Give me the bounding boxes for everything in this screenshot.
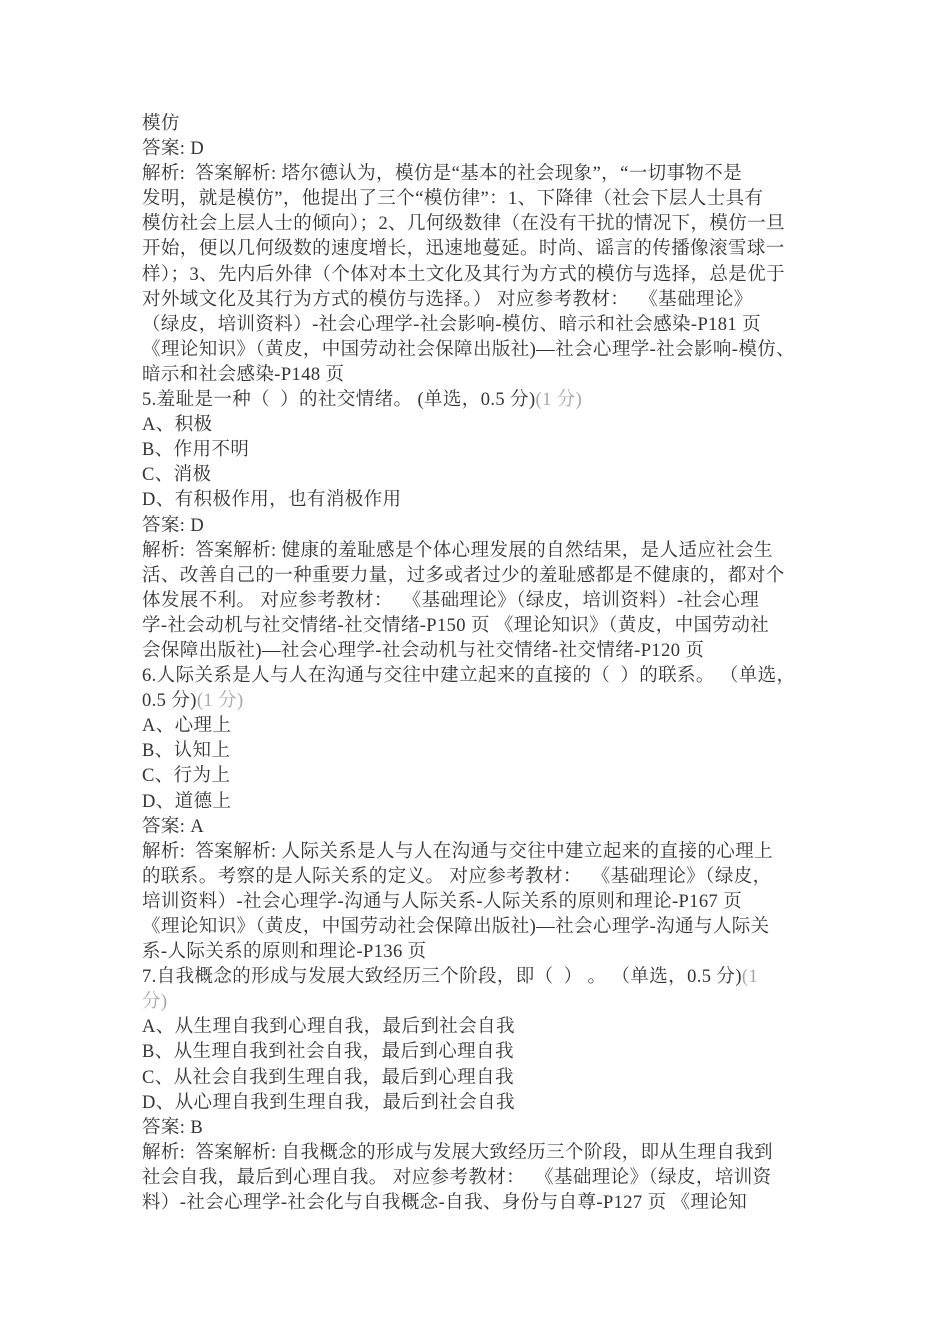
text-line [142, 790, 842, 815]
text-line [142, 1015, 842, 1040]
text-line [142, 212, 842, 237]
text-line [142, 488, 842, 513]
score-note: (1 [741, 967, 759, 988]
text-line [142, 1116, 842, 1141]
text-line [142, 263, 842, 288]
text-line [142, 940, 842, 965]
text-line [142, 840, 842, 865]
text-segment: C、行为上 [142, 766, 231, 787]
text-segment: （绿皮，培训资料）-社会心理学-社会影响-模仿、暗示和社会感染-P181 页 [142, 314, 762, 335]
score-note: (1 分) [196, 691, 244, 712]
text-segment: C、消极 [142, 465, 212, 486]
text-line [142, 288, 842, 313]
text-segment: C、从社会自我到生理自我，最后到心理自我 [142, 1067, 514, 1088]
text-line [142, 714, 842, 739]
text-line [142, 137, 842, 162]
text-segment: B、从生理自我到社会自我，最后到心理自我 [142, 1042, 514, 1063]
text-segment: 系-人际关系的原则和理论-P136 页 [142, 942, 427, 963]
text-line [142, 865, 842, 890]
text-line [142, 1191, 842, 1216]
text-segment: A、积极 [142, 415, 213, 436]
text-line [142, 1166, 842, 1191]
text-segment: 模仿社会上层人士的倾向）；2、几何级数律（在没有干扰的情况下，模仿一旦 [142, 214, 786, 235]
text-line [142, 1066, 842, 1091]
text-segment: 答案: B [142, 1117, 204, 1138]
text-line [142, 388, 842, 413]
text-segment: 学-社会动机与社交情绪-社交情绪-P150 页 《理论知识》（黄皮，中国劳动社 [142, 615, 770, 636]
text-line [142, 112, 842, 137]
text-segment: D、道德上 [142, 791, 232, 812]
text-line [142, 990, 842, 1015]
text-segment: D、有积极作用，也有消极作用 [142, 490, 402, 511]
text-segment: 体发展不利。 对应参考教材： 《基础理论》（绿皮，培训资料）-社会心理 [142, 590, 760, 611]
text-line [142, 664, 842, 689]
text-segment: 7.自我概念的形成与发展大致经历三个阶段，即（ ） 。 （单选，0.5 分) [142, 967, 742, 988]
text-segment: 《理论知识》（黄皮，中国劳动社会保障出版社)—社会心理学-沟通与人际关 [142, 917, 770, 937]
text-segment: 的联系。考察的是人际关系的定义。 对应参考教材： 《基础理论》（绿皮， [142, 866, 772, 887]
text-line [142, 739, 842, 764]
text-line [142, 689, 842, 714]
text-segment: A、心理上 [142, 716, 232, 737]
text-line [142, 1141, 842, 1166]
text-segment: D、从心理自我到生理自我，最后到社会自我 [142, 1092, 515, 1113]
text-segment: 发明，就是模仿”，他提出了三个“模仿律”：1、下降律（社会下层人士具有 [142, 189, 764, 210]
text-segment: 活、改善自己的一种重要力量，过多或者过少的羞耻感都是不健康的，都对个 [142, 565, 785, 586]
text-segment: 《理论知识》（黄皮，中国劳动社会保障出版社)—社会心理学-社会影响-模仿、 [142, 339, 796, 360]
text-line [142, 363, 842, 388]
text-line [142, 589, 842, 614]
text-segment: 答案: D [142, 515, 205, 536]
text-segment: 培训资料）-社会心理学-沟通与人际关系-人际关系的原则和理论-P167 页 [142, 891, 743, 912]
text-segment: 对外域文化及其行为方式的模仿与选择。） 对应参考教材： 《基础理论》 [142, 289, 753, 310]
text-segment: 解析: 答案解析: 人际关系是人与人在沟通与交往中建立起来的直接的心理上 [142, 841, 773, 862]
text-line [142, 965, 842, 990]
text-line [142, 463, 842, 488]
text-segment: 5.羞耻是一种（ ）的社交情绪。 (单选，0.5 分) [142, 390, 536, 411]
text-segment: 社会自我，最后到心理自我。 对应参考教材： 《基础理论》（绿皮，培训资 [142, 1167, 772, 1188]
text-line [142, 815, 842, 840]
text-segment: 样）；3、先内后外律（个体对本土文化及其行为方式的模仿与选择，总是优于 [142, 264, 786, 285]
text-segment: 解析: 答案解析: 健康的羞耻感是个体心理发展的自然结果，是人适应社会生 [142, 540, 773, 561]
text-segment: 模仿 [142, 114, 180, 134]
text-line [142, 438, 842, 463]
text-segment: 答案: D [142, 139, 205, 160]
text-line [142, 639, 842, 664]
text-segment: B、作用不明 [142, 440, 250, 461]
text-segment: 解析: 答案解析: 塔尔德认为，模仿是“基本的社会现象”，“一切事物不是 [142, 164, 743, 185]
text-line [142, 313, 842, 338]
text-segment: 开始，便以几何级数的速度增长，迅速地蔓延。时尚、谣言的传播像滚雪球一 [142, 239, 785, 260]
score-note: (1 分) [535, 390, 583, 411]
text-line [142, 338, 842, 363]
text-segment: 会保障出版社)—社会心理学-社会动机与社交情绪-社交情绪-P120 页 [142, 640, 705, 661]
text-line [142, 614, 842, 639]
text-line [142, 915, 842, 940]
text-segment: A、从生理自我到心理自我，最后到社会自我 [142, 1017, 515, 1038]
text-segment: 暗示和社会感染-P148 页 [142, 364, 345, 385]
text-segment: 解析: 答案解析: 自我概念的形成与发展大致经历三个阶段，即从生理自我到 [142, 1142, 773, 1163]
text-segment: 0.5 分) [142, 691, 197, 712]
score-note: 分) [142, 992, 168, 1013]
text-segment: 料）-社会心理学-社会化与自我概念-自我、身份与自尊-P127 页 《理论知 [142, 1193, 748, 1214]
text-line [142, 1091, 842, 1116]
text-line [142, 764, 842, 789]
text-line [142, 564, 842, 589]
text-line [142, 413, 842, 438]
text-segment: B、认知上 [142, 741, 231, 762]
text-line [142, 187, 842, 212]
text-line [142, 1040, 842, 1065]
text-line [142, 162, 842, 187]
text-line [142, 539, 842, 564]
text-line [142, 514, 842, 539]
text-segment: 答案: A [142, 816, 205, 837]
text-line [142, 237, 842, 262]
text-line [142, 890, 842, 915]
document-content [142, 112, 842, 1216]
text-segment: 6.人际关系是人与人在沟通与交往中建立起来的直接的（ ）的联系。 （单选， [142, 666, 796, 687]
